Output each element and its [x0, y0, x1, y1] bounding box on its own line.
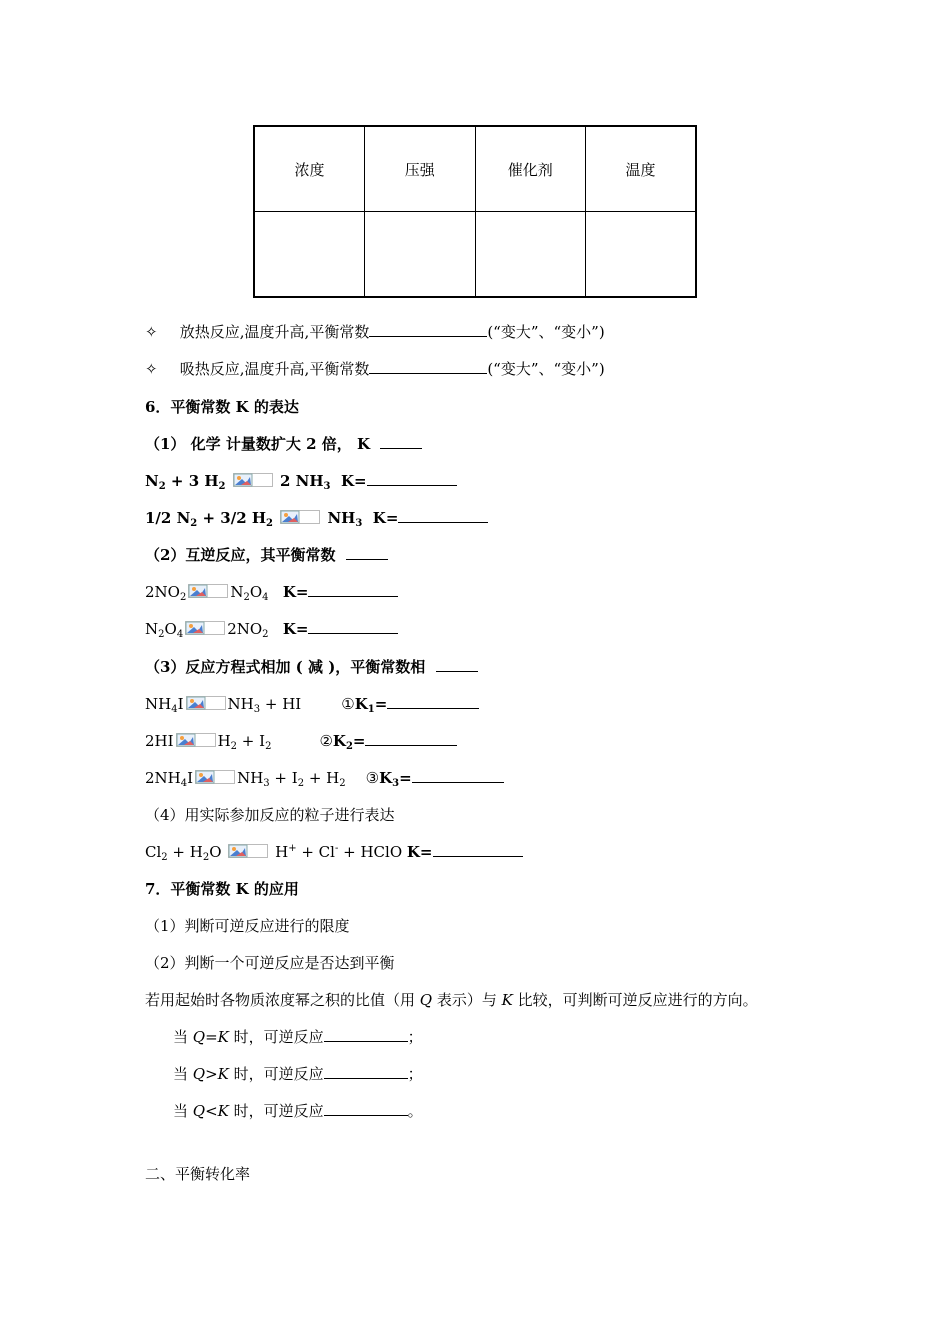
para-text: 表示）与: [432, 991, 502, 1009]
eq-text: + HI: [260, 695, 302, 713]
section7-paragraph: [145, 990, 758, 1010]
sub2-text: （2）互逆反应，其平衡常数: [145, 546, 336, 564]
eq-number: ②: [319, 732, 333, 750]
equilibrium-arrow-icon: [233, 473, 273, 487]
section7-item2: （2）判断一个可逆反应是否达到平衡: [145, 954, 395, 972]
eq-text: 2NO: [145, 583, 180, 601]
bullet-text: 放热反应,温度升高,平衡常数: [179, 323, 370, 341]
equilibrium-arrow-icon: [176, 733, 216, 747]
eq-sub: 3: [355, 518, 363, 529]
eq-sub: 2: [158, 629, 165, 640]
bullet-exothermic: [145, 322, 605, 342]
bullet-endothermic: [145, 359, 605, 379]
table-empty-cell: [475, 212, 586, 298]
eq-text: + 3/2 H: [197, 509, 267, 527]
section6-title: 6．平衡常数 K 的表达: [145, 398, 299, 416]
diamond-bullet-icon: ✧: [145, 323, 158, 341]
equation-2: [145, 508, 488, 528]
eq-text: NH: [237, 769, 264, 787]
equation-8: [145, 842, 523, 862]
answer-blank: [412, 768, 504, 783]
eq-sub: 3: [253, 704, 261, 715]
case-condition: Q<K: [192, 1102, 229, 1120]
answer-blank: [398, 508, 488, 523]
k-label: K: [332, 732, 346, 750]
case-text: ；: [407, 1065, 423, 1083]
k-label: K=: [340, 472, 367, 490]
k-label: =: [374, 695, 388, 713]
eq-sub: 1: [367, 704, 375, 715]
sub1-heading: [145, 434, 422, 454]
table-header-row: [254, 126, 696, 212]
answer-blank: [365, 731, 457, 746]
equilibrium-arrow-icon: [185, 621, 225, 635]
sub1-text: （1） 化学 计量数扩大 2 倍， K: [145, 435, 371, 453]
k-label: K=: [372, 509, 399, 527]
table-body-row: [254, 212, 696, 298]
eq-sub: 2: [230, 741, 238, 752]
k-label: K: [354, 695, 368, 713]
eq-sub: 4: [176, 629, 184, 640]
eq-number: ③: [365, 769, 380, 787]
answer-blank: [346, 545, 388, 560]
equation-3: [145, 582, 398, 602]
table-header-cell: 浓度: [254, 126, 365, 212]
eq-text: Cl: [145, 843, 162, 861]
diamond-bullet-icon: ✧: [145, 360, 158, 378]
k-label: K=: [282, 583, 309, 601]
case-condition: Q=K: [192, 1028, 229, 1046]
table-empty-cell: [254, 212, 365, 298]
equilibrium-arrow-icon: [188, 584, 228, 598]
sub4-heading: （4）用实际参加反应的粒子进行表达: [145, 806, 395, 824]
eq-text: 2NH: [145, 769, 181, 787]
case-text: 当: [173, 1065, 193, 1083]
section7-item1: （1）判断可逆反应进行的限度: [145, 917, 350, 935]
case-text: 时，可逆反应: [228, 1028, 324, 1046]
eq-text: 2NO: [227, 620, 263, 638]
eq-sub: 2: [339, 778, 346, 789]
eq-sub: 2: [190, 518, 198, 529]
eq-sub: 2: [202, 852, 210, 863]
answer-blank: [436, 657, 478, 672]
case-text: 时，可逆反应: [228, 1102, 324, 1120]
eq-text: + H: [304, 769, 340, 787]
eq-sub: 4: [171, 704, 178, 715]
eq-text: N: [145, 472, 159, 490]
sub3-text: （3）反应方程式相加 ( 减 )，平衡常数相: [145, 658, 426, 676]
k-label: K=: [282, 620, 309, 638]
k-label: =: [352, 732, 366, 750]
answer-blank: [369, 322, 487, 337]
case-text: 当: [173, 1028, 193, 1046]
eq-text: N: [145, 620, 159, 638]
para-var: Q: [419, 991, 433, 1009]
eq-sub: 2: [345, 741, 353, 752]
eq-text: O: [209, 843, 222, 861]
eq-text: + I: [269, 769, 298, 787]
eq-text: N: [230, 583, 244, 601]
answer-blank: [324, 1101, 408, 1116]
table-header-cell: 压强: [365, 126, 476, 212]
eq-sub: 2: [265, 741, 272, 752]
eq-sub: 4: [180, 778, 188, 789]
table-empty-cell: [365, 212, 476, 298]
answer-blank: [308, 619, 398, 634]
k-label: K=: [406, 843, 433, 861]
eq-sup: +: [288, 843, 297, 854]
answer-blank: [324, 1027, 408, 1042]
sub2-heading: [145, 545, 388, 565]
answer-blank: [369, 359, 487, 374]
case-text: 。: [407, 1102, 423, 1120]
equation-6: [145, 731, 457, 751]
bullet-text: 吸热反应,温度升高,平衡常数: [179, 360, 370, 378]
eq-sub: 2: [243, 592, 250, 603]
eq-sub: 3: [392, 778, 400, 789]
answer-blank: [324, 1064, 408, 1079]
eq-sub: 4: [262, 592, 269, 603]
bullet-suffix: (“变大”、“变小”): [487, 360, 605, 378]
eq-number: ①: [341, 695, 355, 713]
equilibrium-arrow-icon: [195, 770, 235, 784]
eq-sub: 2: [158, 481, 166, 492]
eq-sub: 2: [218, 481, 226, 492]
answer-blank: [433, 842, 523, 857]
eq-text: NH: [227, 695, 254, 713]
case-text: 时，可逆反应: [228, 1065, 324, 1083]
eq-text: 2HI: [145, 732, 174, 750]
sub3-heading: [145, 657, 478, 677]
table-header-cell: 温度: [586, 126, 697, 212]
eq-text: 1/2 N: [145, 509, 191, 527]
para-text: 若用起始时各物质浓度幂之积的比值（用: [145, 991, 420, 1009]
para-var: K: [501, 991, 513, 1009]
equilibrium-arrow-icon: [228, 844, 268, 858]
case-text: 当: [173, 1102, 193, 1120]
eq-sub: 2: [179, 592, 187, 603]
answer-blank: [380, 434, 422, 449]
equation-5: [145, 694, 479, 714]
eq-text: + I: [237, 732, 266, 750]
table-header-cell: 催化剂: [475, 126, 586, 212]
case-text: ；: [407, 1028, 423, 1046]
answer-blank: [308, 582, 398, 597]
eq-text: 2 NH: [279, 472, 324, 490]
equilibrium-arrow-icon: [280, 510, 320, 524]
section7-title: 7．平衡常数 K 的应用: [145, 880, 299, 898]
case-q-less-k: [173, 1101, 423, 1121]
k-label: K: [379, 769, 393, 787]
eq-text: NH: [145, 695, 172, 713]
bullet-suffix: (“变大”、“变小”): [487, 323, 605, 341]
eq-sub: 2: [161, 852, 168, 863]
factor-table: [253, 125, 697, 298]
eq-sub: 3: [263, 778, 270, 789]
answer-blank: [367, 471, 457, 486]
table-empty-cell: [586, 212, 697, 298]
eq-text: H: [217, 732, 231, 750]
eq-text: I: [187, 769, 194, 787]
eq-sup: -: [334, 843, 339, 854]
eq-text: H: [275, 843, 289, 861]
equilibrium-arrow-icon: [186, 696, 226, 710]
case-condition: Q>K: [192, 1065, 229, 1083]
eq-sub: 2: [262, 629, 269, 640]
eq-text: + H: [167, 843, 203, 861]
equation-1: [145, 471, 457, 491]
answer-blank: [387, 694, 479, 709]
equation-7: [145, 768, 504, 788]
k-label: =: [399, 769, 412, 787]
eq-sub: 2: [297, 778, 305, 789]
eq-text: + HClO: [338, 843, 407, 861]
case-q-equals-k: [173, 1027, 423, 1047]
eq-text: O: [164, 620, 177, 638]
eq-sub: 2: [266, 518, 273, 529]
eq-text: + 3 H: [165, 472, 219, 490]
para-text: 比较，可判断可逆反应进行的方向。: [512, 991, 758, 1009]
eq-text: + Cl: [296, 843, 335, 861]
eq-text: O: [249, 583, 263, 601]
eq-text: NH: [327, 509, 356, 527]
section2-title: 二、平衡转化率: [145, 1165, 251, 1183]
case-q-greater-k: [173, 1064, 423, 1084]
eq-text: I: [177, 695, 184, 713]
equation-4: [145, 619, 398, 639]
eq-sub: 3: [323, 481, 331, 492]
